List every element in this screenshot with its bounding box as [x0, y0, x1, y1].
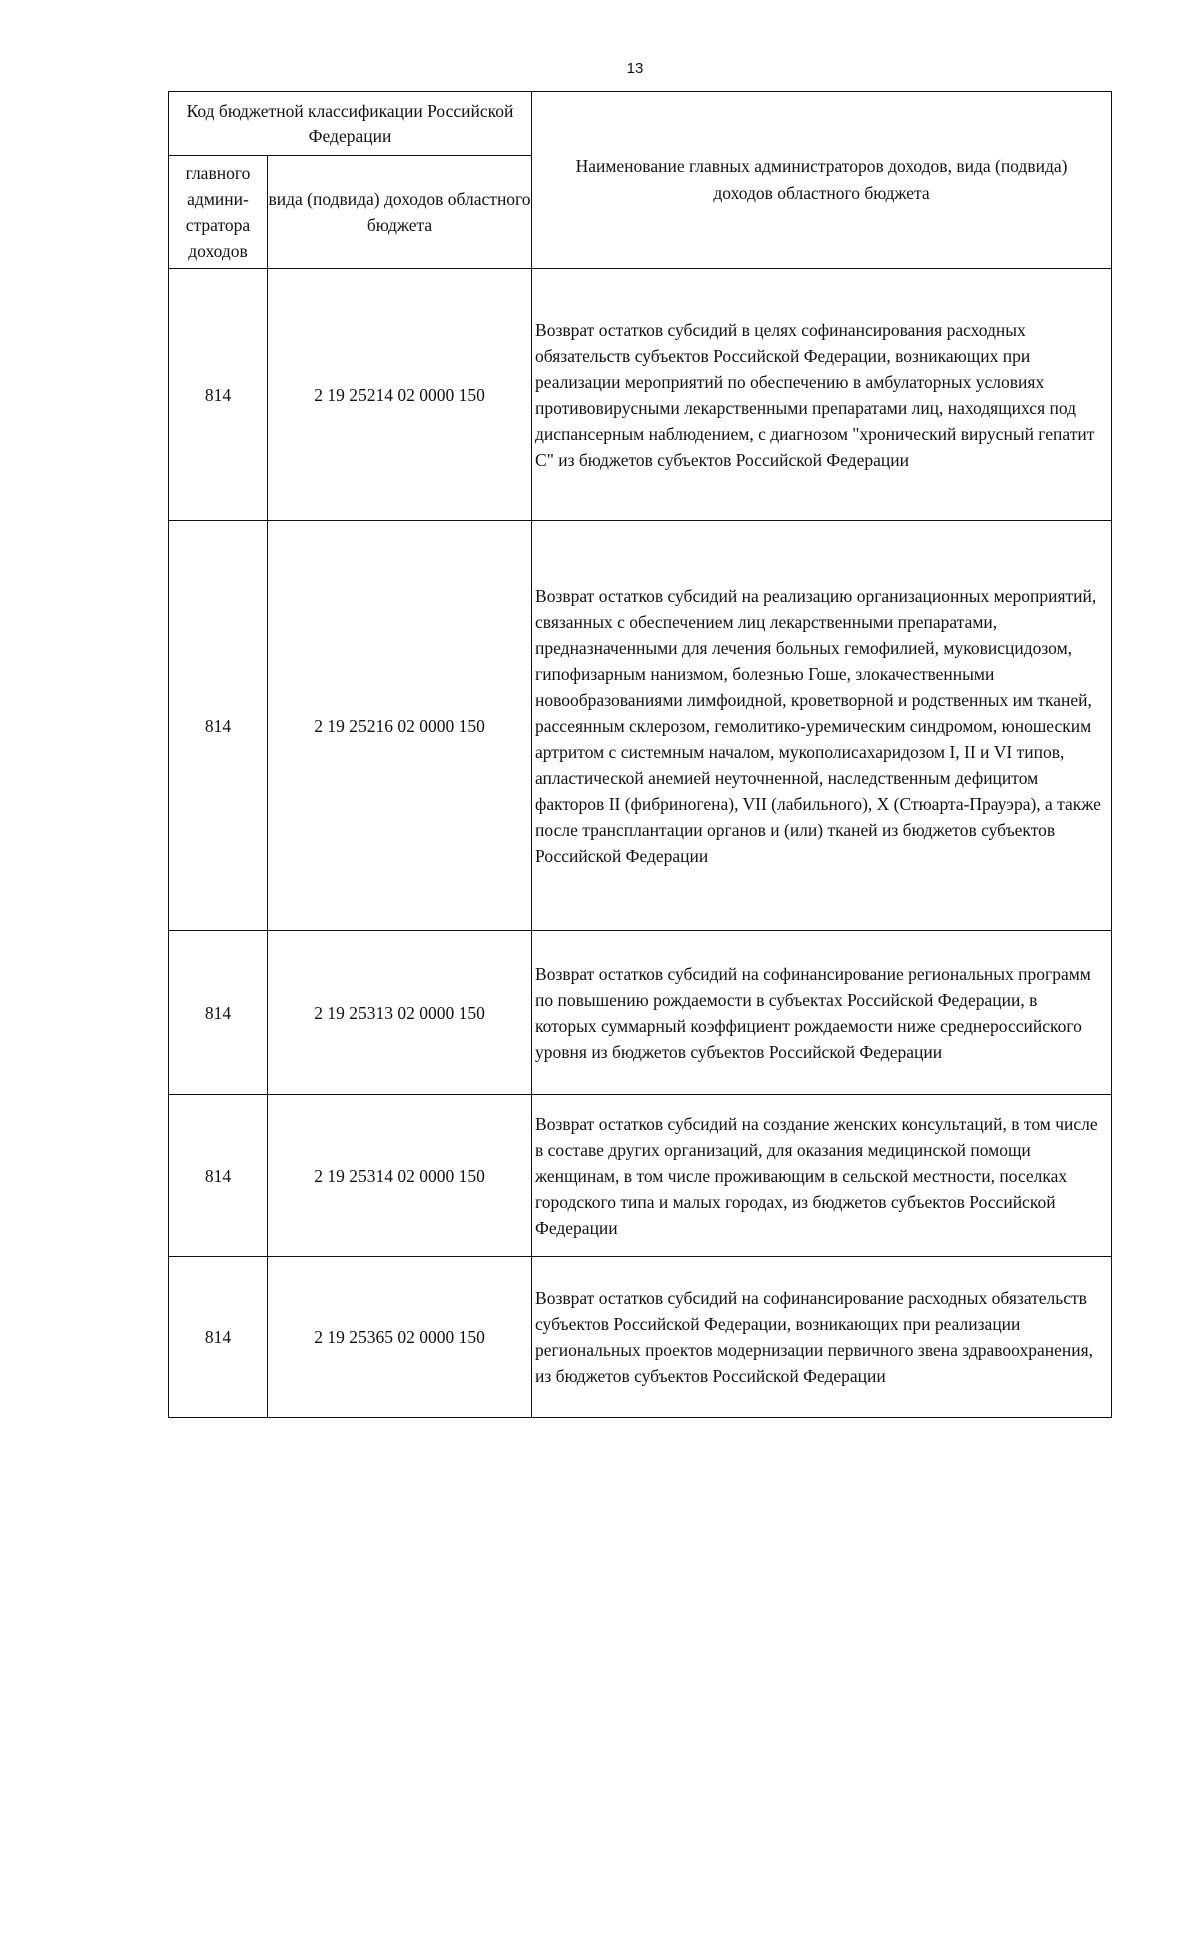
header-main-administrator: главного админи-стратора доходов — [169, 156, 268, 269]
admin-code-cell: 814 — [169, 521, 268, 931]
budget-classification-table — [168, 91, 1112, 1418]
table-row — [169, 269, 1112, 521]
revenue-code-cell: 2 19 25314 02 0000 150 — [268, 1095, 532, 1257]
admin-code-cell: 814 — [169, 1095, 268, 1257]
admin-code-cell: 814 — [169, 269, 268, 521]
header-revenue-name: Наименование главных администраторов доходов, вида (подвида) доходов областного бюджета — [532, 92, 1112, 269]
revenue-name-cell: Возврат остатков субсидий на софинансирование региональных программ по повышению рождаемости в субъектах Российской Федерации, в которых суммарный коэффициент рождаемости ниже среднероссийского уровня из бюджетов субъектов Российской Федерации — [532, 931, 1112, 1095]
admin-code-cell: 814 — [169, 1257, 268, 1418]
revenue-name-cell: Возврат остатков субсидий на софинансирование расходных обязательств субъектов Российской Федерации, возникающих при реализации региональных проектов модернизации первичного звена здравоохранения, из бюджетов субъектов Российской Федерации — [532, 1257, 1112, 1418]
page-number: 13 — [626, 60, 644, 77]
revenue-name-cell: Возврат остатков субсидий на создание женских консультаций, в том числе в составе других организаций, для оказания медицинской помощи женщинам, в том числе проживающим в сельской местности, поселках городского типа и малых городах, из бюджетов субъектов Российской Федерации — [532, 1095, 1112, 1257]
table-row — [169, 1257, 1112, 1418]
revenue-code-cell: 2 19 25216 02 0000 150 — [268, 521, 532, 931]
revenue-code-cell: 2 19 25214 02 0000 150 — [268, 269, 532, 521]
table-row — [169, 1095, 1112, 1257]
header-revenue-type-code: вида (подвида) доходов областного бюджета — [268, 156, 532, 269]
admin-code-cell: 814 — [169, 931, 268, 1095]
table-row — [169, 521, 1112, 931]
table-row — [169, 931, 1112, 1095]
revenue-name-cell: Возврат остатков субсидий на реализацию организационных мероприятий, связанных с обеспечением лиц лекарственными препаратами, предназначенными для лечения больных гемофилией, муковисцидозом, гипофизарным нанизмом, болезнью Гоше, злокачественными новообразованиями лимфоидной, кроветворной и родственных им тканей, рассеянным склерозом, гемолитико-уремическим синдромом, юношеским артритом с системным началом, мукополисахаридозом I, II и VI типов, апластической анемией неуточненной, наследственным дефицитом факторов II (фибриногена), VII (лабильного), X (Стюарта-Прауэра), а также после трансплантации органов и (или) тканей из бюджетов субъектов Российской Федерации — [532, 521, 1112, 931]
revenue-code-cell: 2 19 25313 02 0000 150 — [268, 931, 532, 1095]
revenue-name-cell: Возврат остатков субсидий в целях софинансирования расходных обязательств субъектов Российской Федерации, возникающих при реализации мероприятий по обеспечению в амбулаторных условиях противовирусными лекарственными препаратами лиц, находящихся под диспансерным наблюдением, с диагнозом "хронический вирусный гепатит С" из бюджетов субъектов Российской Федерации — [532, 269, 1112, 521]
revenue-code-cell: 2 19 25365 02 0000 150 — [268, 1257, 532, 1418]
header-budget-classification-code: Код бюджетной классификации Российской Федерации — [169, 92, 532, 156]
header-row-top — [169, 92, 1112, 156]
